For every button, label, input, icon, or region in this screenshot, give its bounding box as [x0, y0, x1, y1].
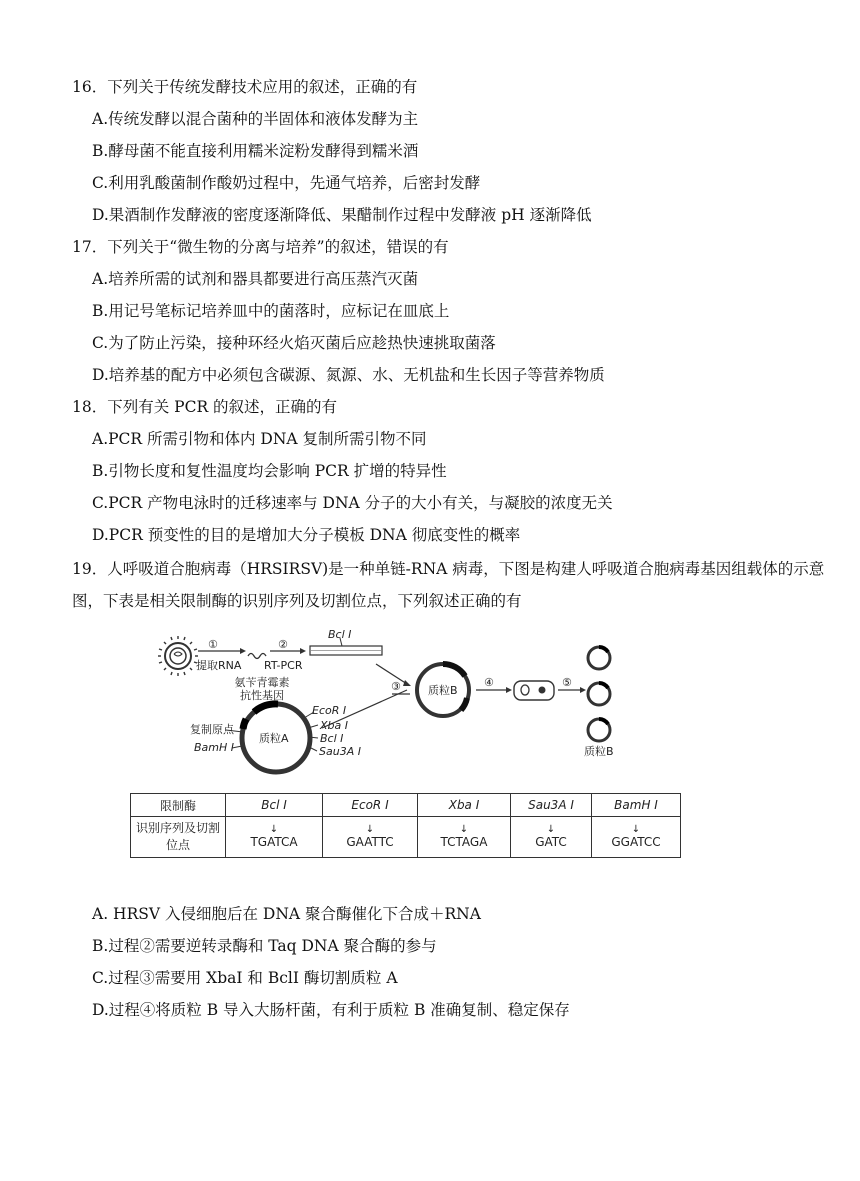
- q16-option-a: A.传统发酵以混合菌种的半固体和液体发酵为主: [92, 110, 419, 128]
- site-sequence: GGATCC: [611, 835, 661, 849]
- question-17-stem: 17．下列关于“微生物的分离与培养”的叙述，错误的有: [72, 238, 449, 256]
- restriction-enzyme-table: [130, 793, 681, 858]
- q19-option-d: D.过程④将质粒 B 导入大肠杆菌，有利于质粒 B 准确复制、稳定保存: [92, 1001, 570, 1019]
- site-sequence: GAATTC: [346, 835, 394, 849]
- q18-option-a: A.PCR 所需引物和体内 DNA 复制所需引物不同: [92, 430, 427, 448]
- question-16-stem: 16．下列关于传统发酵技术应用的叙述，正确的有: [72, 78, 418, 96]
- virus-icon: [158, 636, 198, 676]
- step5-label: ⑤: [562, 676, 572, 689]
- q17-option-b: B.用记号笔标记培养皿中的菌落时，应标记在皿底上: [92, 302, 450, 320]
- table-row: [131, 794, 681, 817]
- table-cell: BamH Ⅰ: [592, 794, 681, 817]
- table-cell: Xba Ⅰ: [418, 794, 511, 817]
- q19-option-a: A. HRSV 入侵细胞后在 DNA 聚合酶催化下合成＋RNA: [92, 905, 481, 923]
- cut-arrow-icon: ↓: [269, 824, 279, 835]
- table-row: [131, 817, 681, 858]
- q17-option-a: A.培养所需的试剂和器具都要进行高压蒸汽灭菌: [92, 270, 419, 288]
- bacterium-icon: [514, 681, 554, 700]
- q17-option-c: C.为了防止污染，接种环经火焰灭菌后应趁热快速挑取菌落: [92, 334, 496, 352]
- site-sequence: GATC: [535, 835, 567, 849]
- step4-label: ④: [484, 676, 494, 689]
- ampicillin-resistance-label: 氨苄青霉素 抗性基因: [234, 676, 290, 702]
- cut-arrow-icon: ↓: [365, 824, 375, 835]
- ecori-site-label: EcoR Ⅰ: [312, 704, 347, 717]
- table-cell: Sau3A Ⅰ: [511, 794, 592, 817]
- bcl-site-label: Bcl Ⅰ: [328, 628, 352, 641]
- site-sequence: TGATCA: [250, 835, 298, 849]
- replication-origin-label: 复制原点: [190, 723, 234, 736]
- table-cell: EcoR Ⅰ: [323, 794, 418, 817]
- table-cell: [592, 817, 681, 858]
- q16-option-c: C.利用乳酸菌制作酸奶过程中，先通气培养，后密封发酵: [92, 174, 481, 192]
- q18-option-b: B.引物长度和复性温度均会影响 PCR 扩增的特异性: [92, 462, 447, 480]
- xbai-site-label: Xba Ⅰ: [320, 719, 348, 732]
- rt-pcr-label: RT-PCR: [264, 659, 303, 672]
- plasmid-b-caption: 质粒B: [584, 745, 614, 758]
- question-19-stem: 19．人呼吸道合胞病毒（HRSIRSV)是一种单链-RNA 病毒，下图是构建人呼吸道合胞病毒基因组载体的示意图，下表是相关限制酶的识别序列及切割位点，下列叙述正确的有: [72, 560, 825, 610]
- table-header-site: 识别序列及切割位点: [131, 817, 226, 858]
- sau3ai-site-label: Sau3A Ⅰ: [319, 745, 361, 758]
- cut-arrow-icon: ↓: [631, 824, 641, 835]
- step3-label: ③: [391, 680, 401, 693]
- extract-rna-label: 提取RNA: [196, 659, 242, 672]
- q16-option-d: D.果酒制作发酵液的密度逐渐降低、果醋制作过程中发酵液 pH 逐渐降低: [92, 206, 592, 224]
- cut-arrow-icon: ↓: [459, 824, 469, 835]
- bcli-site-label: Bcl Ⅰ: [320, 732, 344, 745]
- table-cell: Bcl Ⅰ: [226, 794, 323, 817]
- question-18-stem: 18．下列有关 PCR 的叙述，正确的有: [72, 398, 338, 416]
- step2-label: ②: [278, 638, 288, 651]
- bamhi-site-label: BamH Ⅰ: [194, 741, 235, 754]
- plasmid-a-name: 质粒A: [259, 732, 289, 745]
- q19-option-b: B.过程②需要逆转录酶和 Taq DNA 聚合酶的参与: [92, 937, 437, 955]
- q17-option-d: D.培养基的配方中必须包含碳源、氮源、水、无机盐和生长因子等营养物质: [92, 366, 605, 384]
- table-cell: [511, 817, 592, 858]
- rna-strand: [248, 654, 266, 659]
- q18-option-d: D.PCR 预变性的目的是增加大分子模板 DNA 彻底变性的概率: [92, 526, 521, 544]
- table-header-enzyme: 限制酶: [131, 794, 226, 817]
- plasmid-b-copies: [588, 647, 610, 741]
- table-cell: [418, 817, 511, 858]
- q16-option-b: B.酵母菌不能直接利用糯米淀粉发酵得到糯米酒: [92, 142, 419, 160]
- table-cell: [323, 817, 418, 858]
- site-sequence: TCTAGA: [440, 835, 488, 849]
- cut-arrow-icon: ↓: [546, 824, 556, 835]
- plasmid-b-name: 质粒B: [428, 684, 458, 697]
- step1-label: ①: [208, 638, 218, 651]
- q19-option-c: C.过程③需要用 XbaI 和 BclI 酶切割质粒 A: [92, 969, 398, 987]
- q18-option-c: C.PCR 产物电泳时的迁移速率与 DNA 分子的大小有关，与凝胶的浓度无关: [92, 494, 613, 512]
- table-cell: [226, 817, 323, 858]
